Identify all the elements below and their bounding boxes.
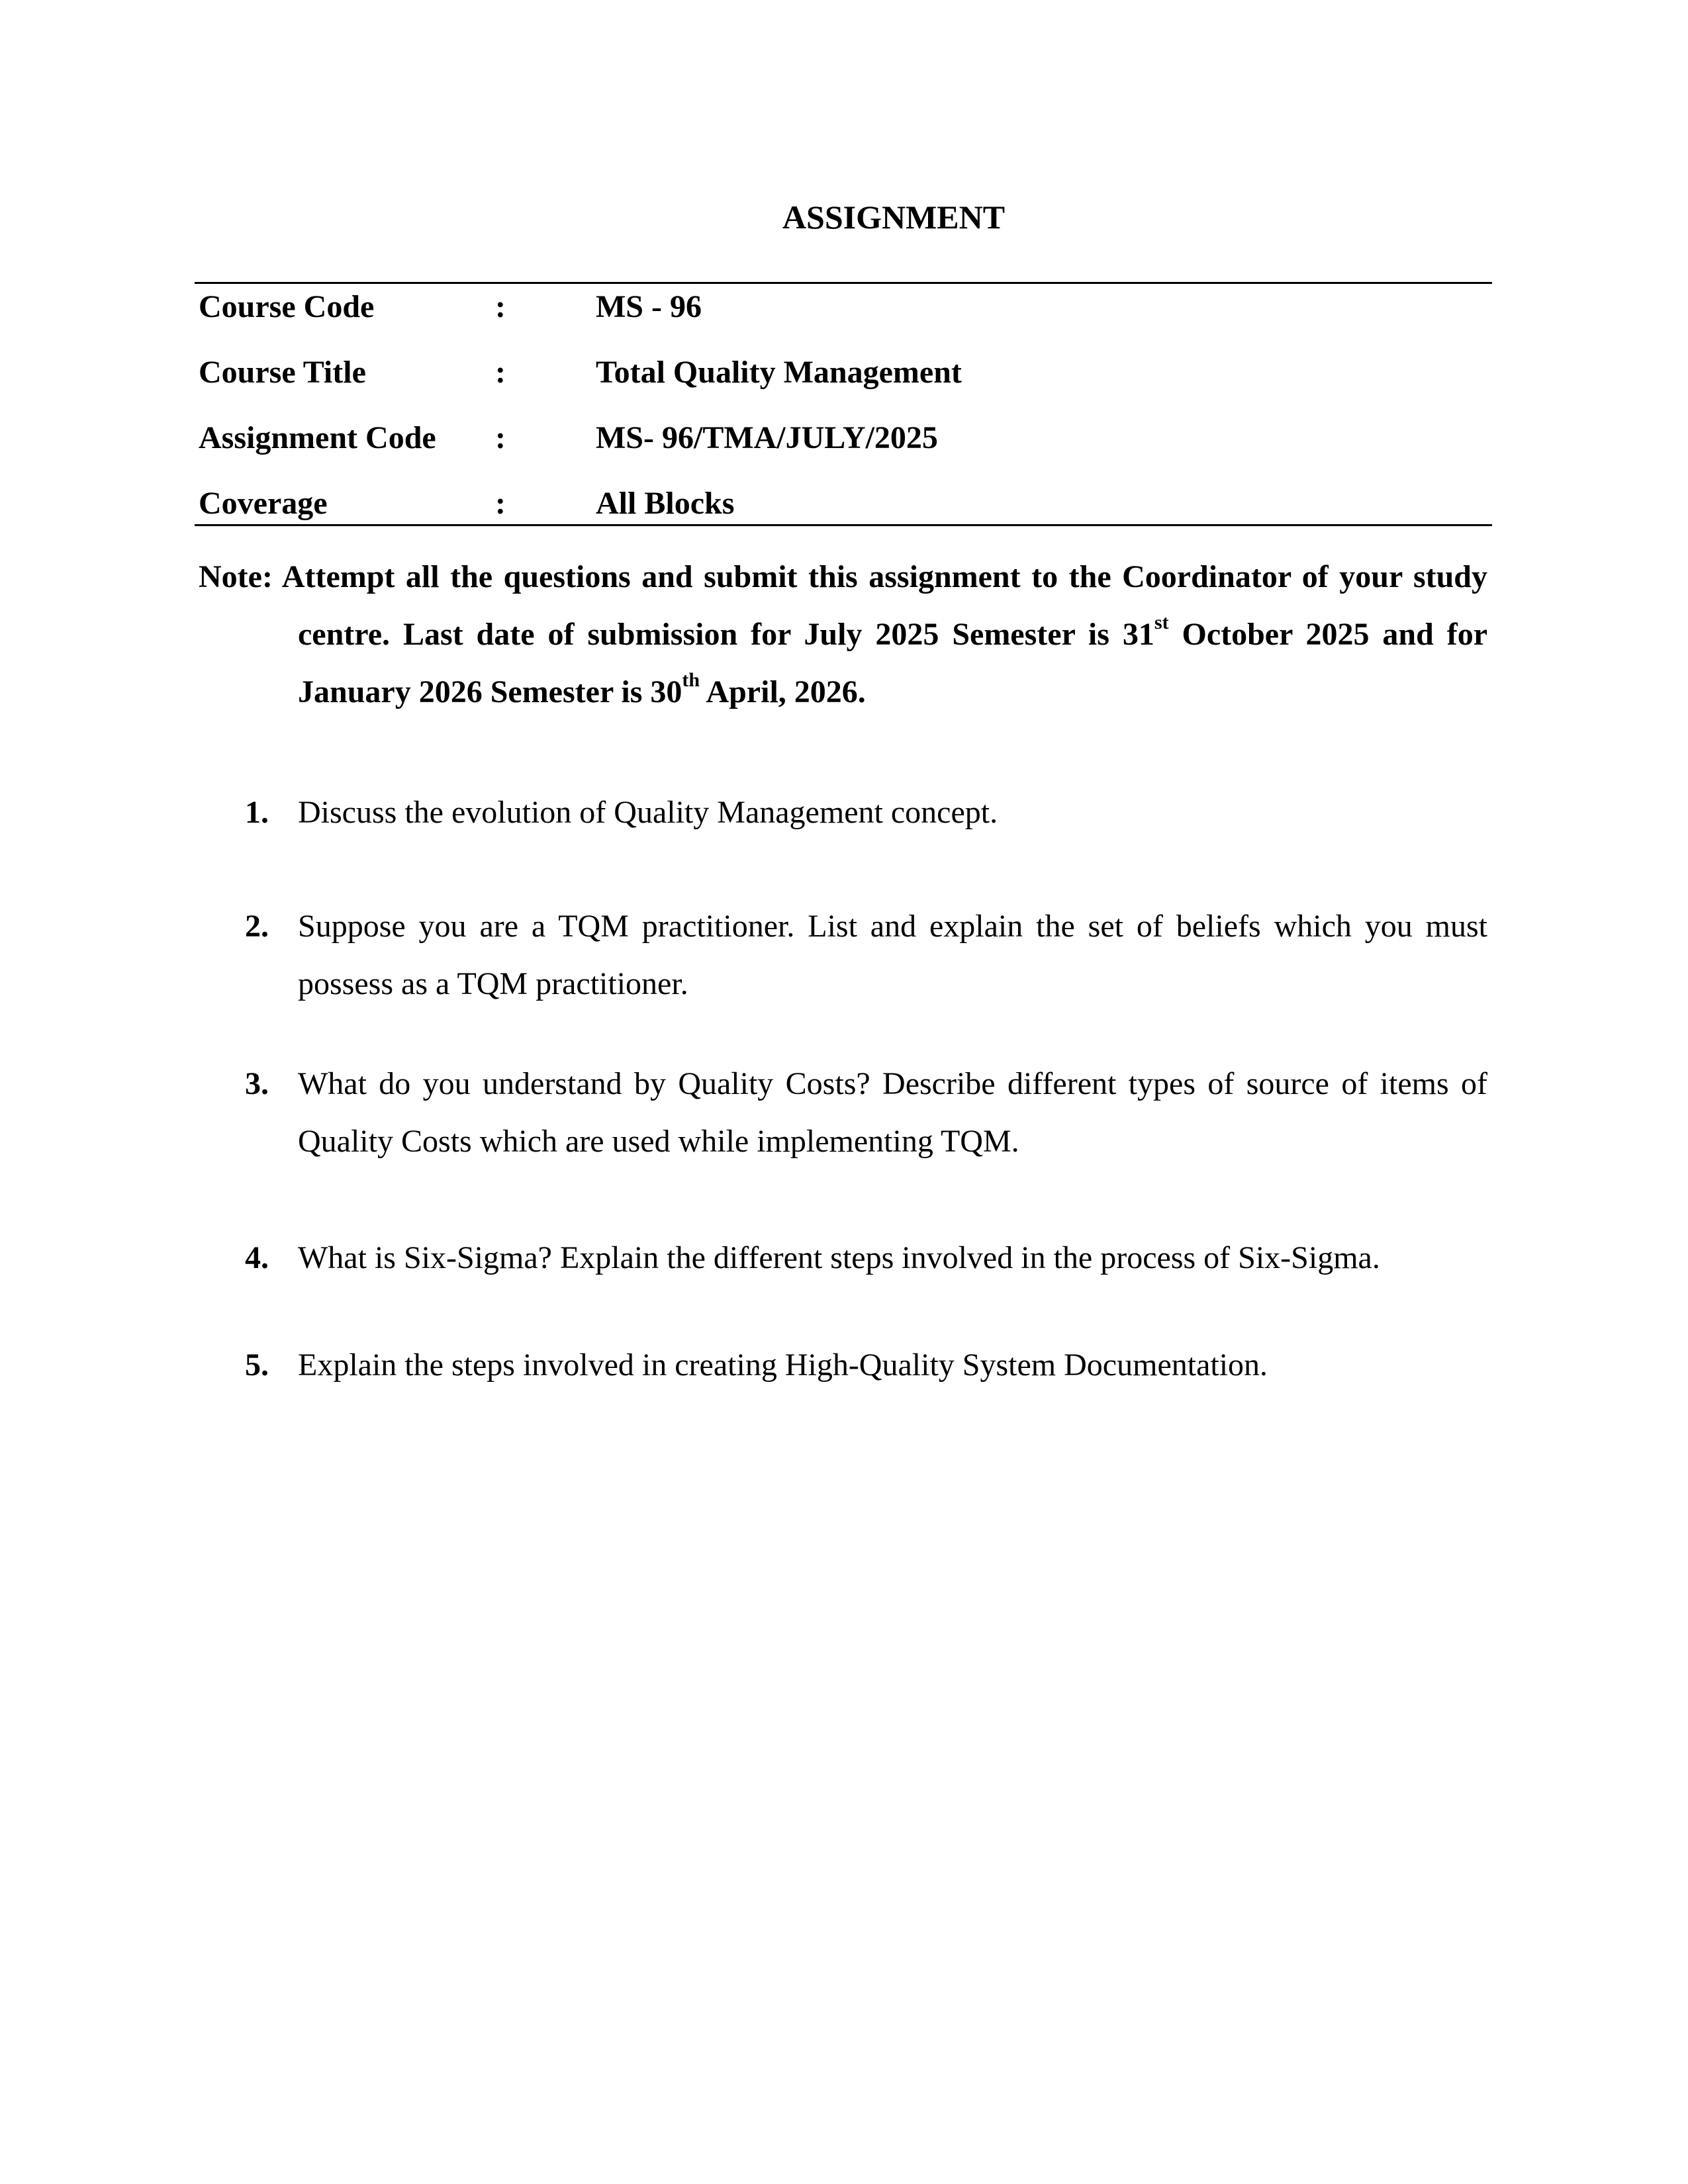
question-text: What is Six-Sigma? Explain the different steps involved in the process of Six-Sigma.	[298, 1240, 1380, 1275]
course-code-value: MS - 96	[596, 289, 702, 324]
question-item	[245, 784, 1487, 841]
coverage-label: Coverage	[199, 486, 328, 521]
note-superscript-st: st	[1154, 612, 1169, 633]
note-text-part3: April, 2026.	[700, 674, 866, 709]
assignment-code-row	[199, 418, 1489, 458]
coverage-value: All Blocks	[596, 486, 735, 521]
coverage-row	[199, 484, 1489, 523]
course-title-colon: :	[495, 355, 506, 390]
course-code-label: Course Code	[199, 289, 375, 324]
course-title-value: Total Quality Management	[596, 355, 962, 390]
note-text-part2: October 2025 and for January 2026 Semester is 30	[298, 617, 1488, 709]
question-text: What do you understand by Quality Costs? Describe different types of source of items of Quality Costs which are used while implementing TQM.	[298, 1066, 1487, 1159]
question-text: Discuss the evolution of Quality Management concept.	[298, 795, 998, 830]
question-number: 1.	[245, 795, 269, 830]
table-bottom-rule	[195, 524, 1492, 526]
assignment-code-colon: :	[495, 420, 506, 455]
note-text-part1: Note: Attempt all the questions and submit this assignment to the Coordinator of your study centre. Last date of submission for July 2025 Semester is 31	[199, 559, 1487, 652]
course-code-colon: :	[495, 289, 506, 324]
question-item	[245, 1229, 1487, 1287]
coverage-colon: :	[495, 486, 506, 521]
course-code-row	[199, 287, 1489, 327]
assignment-code-value: MS- 96/TMA/JULY/2025	[596, 420, 938, 455]
question-text: Explain the steps involved in creating High-Quality System Documentation.	[298, 1347, 1268, 1383]
question-number: 4.	[245, 1240, 269, 1275]
note-superscript-th: th	[682, 669, 700, 691]
question-number: 5.	[245, 1347, 269, 1383]
question-number: 3.	[245, 1066, 269, 1101]
page-title: ASSIGNMENT	[782, 199, 1006, 236]
table-top-rule	[195, 282, 1492, 284]
assignment-code-label: Assignment Code	[199, 420, 436, 455]
question-text: Suppose you are a TQM practitioner. List and explain the set of beliefs which you must possess as a TQM practitioner.	[298, 909, 1487, 1001]
course-title-row	[199, 353, 1489, 392]
question-number: 2.	[245, 909, 269, 944]
question-item	[245, 1055, 1487, 1170]
course-title-label: Course Title	[199, 355, 366, 390]
question-item	[245, 1336, 1487, 1394]
question-item	[245, 897, 1487, 1013]
submission-note	[199, 548, 1487, 721]
